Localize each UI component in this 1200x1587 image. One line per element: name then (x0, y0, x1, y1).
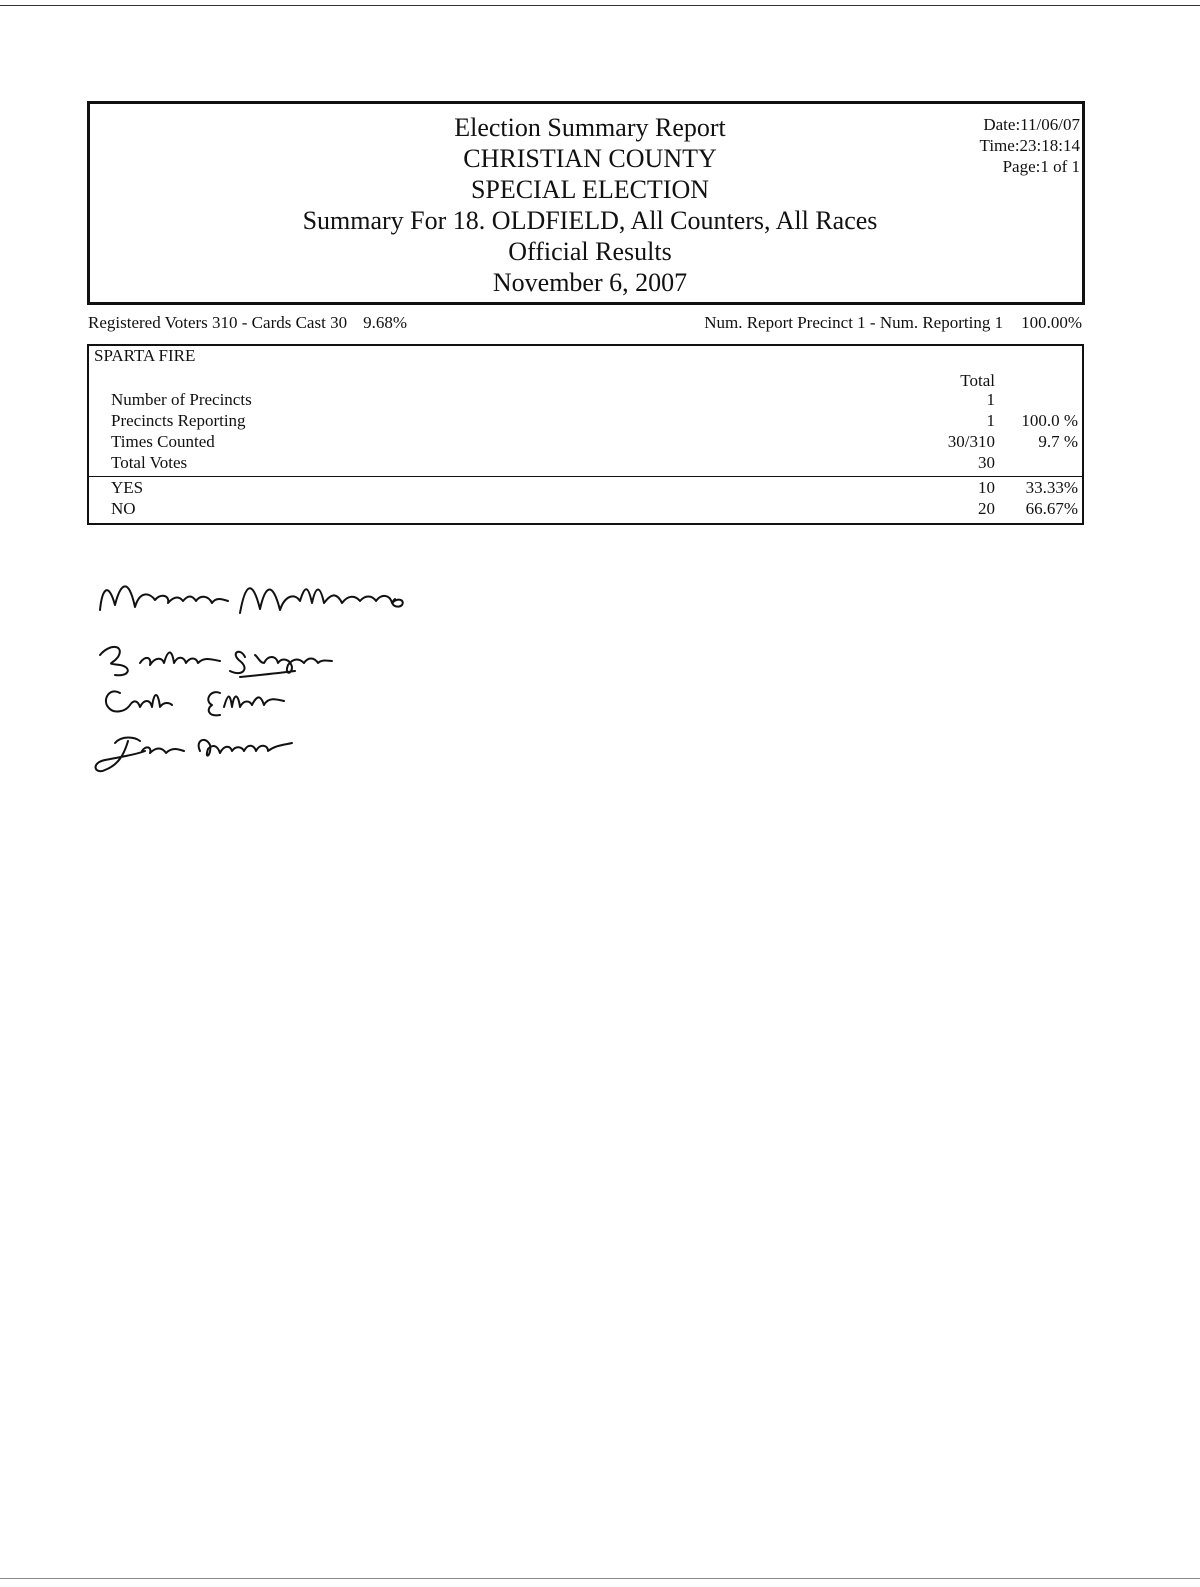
signature-3 (106, 691, 284, 715)
stat-value: 1 (986, 390, 995, 409)
stat-row (89, 390, 1082, 411)
scan-bottom-border (0, 1578, 1200, 1579)
turnout-summary (88, 313, 1082, 335)
election-date: November 6, 2007 (492, 268, 688, 297)
stat-label: Precincts Reporting (111, 411, 246, 430)
stat-percent: 100.0 % (1021, 411, 1078, 430)
stat-value: 30 (978, 453, 995, 472)
stat-row (89, 432, 1082, 453)
stat-value: 1 (986, 411, 995, 430)
signature-1 (100, 586, 403, 613)
reporting-percent: 100.00% (1021, 313, 1082, 332)
signature-4 (96, 738, 292, 772)
choice-votes: 10 (978, 478, 995, 497)
race-title: SPARTA FIRE (94, 346, 196, 365)
report-date: Date:11/06/07 (983, 115, 1080, 134)
report-time: Time:23:18:14 (979, 136, 1080, 155)
turnout-percent: 9.68% (363, 313, 407, 332)
choice-label: NO (111, 499, 136, 518)
reporting-summary (704, 313, 1082, 333)
results-status: Official Results (508, 237, 672, 266)
stat-row (89, 411, 1082, 432)
registered-text: Registered Voters 310 - Cards Cast 30 (88, 313, 348, 332)
choice-percent: 66.67% (1025, 499, 1078, 518)
stat-label: Times Counted (111, 432, 215, 451)
signature-image (80, 565, 600, 795)
signature-2 (100, 647, 332, 677)
stat-row (89, 453, 1082, 474)
stat-value: 30/310 (947, 432, 995, 451)
total-column-header: Total (960, 371, 995, 390)
election-name: SPECIAL ELECTION (470, 175, 710, 204)
report-header-box (87, 101, 1085, 305)
scan-top-border (0, 5, 1200, 6)
summary-scope: Summary For 18. OLDFIELD, All Counters, All Races (302, 206, 878, 235)
stat-label: Total Votes (111, 453, 188, 472)
stat-percent: 9.7 % (1038, 432, 1078, 451)
report-title: Election Summary Report (454, 113, 726, 142)
stat-label: Number of Precincts (111, 390, 252, 409)
signature-block (80, 565, 600, 800)
results-divider (89, 476, 1082, 477)
choice-percent: 33.33% (1025, 478, 1078, 497)
choice-votes: 20 (978, 499, 995, 518)
reporting-text: Num. Report Precinct 1 - Num. Reporting 1 (704, 313, 1004, 332)
county-name: CHRISTIAN COUNTY (463, 144, 717, 173)
report-meta (980, 114, 1080, 177)
choice-label: YES (111, 478, 144, 497)
report-title-block (90, 112, 1090, 298)
choice-row (89, 478, 1082, 499)
report-page: Page:1 of 1 (1002, 157, 1080, 176)
registered-summary (88, 313, 407, 333)
race-results-box (87, 344, 1084, 525)
choice-row (89, 499, 1082, 520)
